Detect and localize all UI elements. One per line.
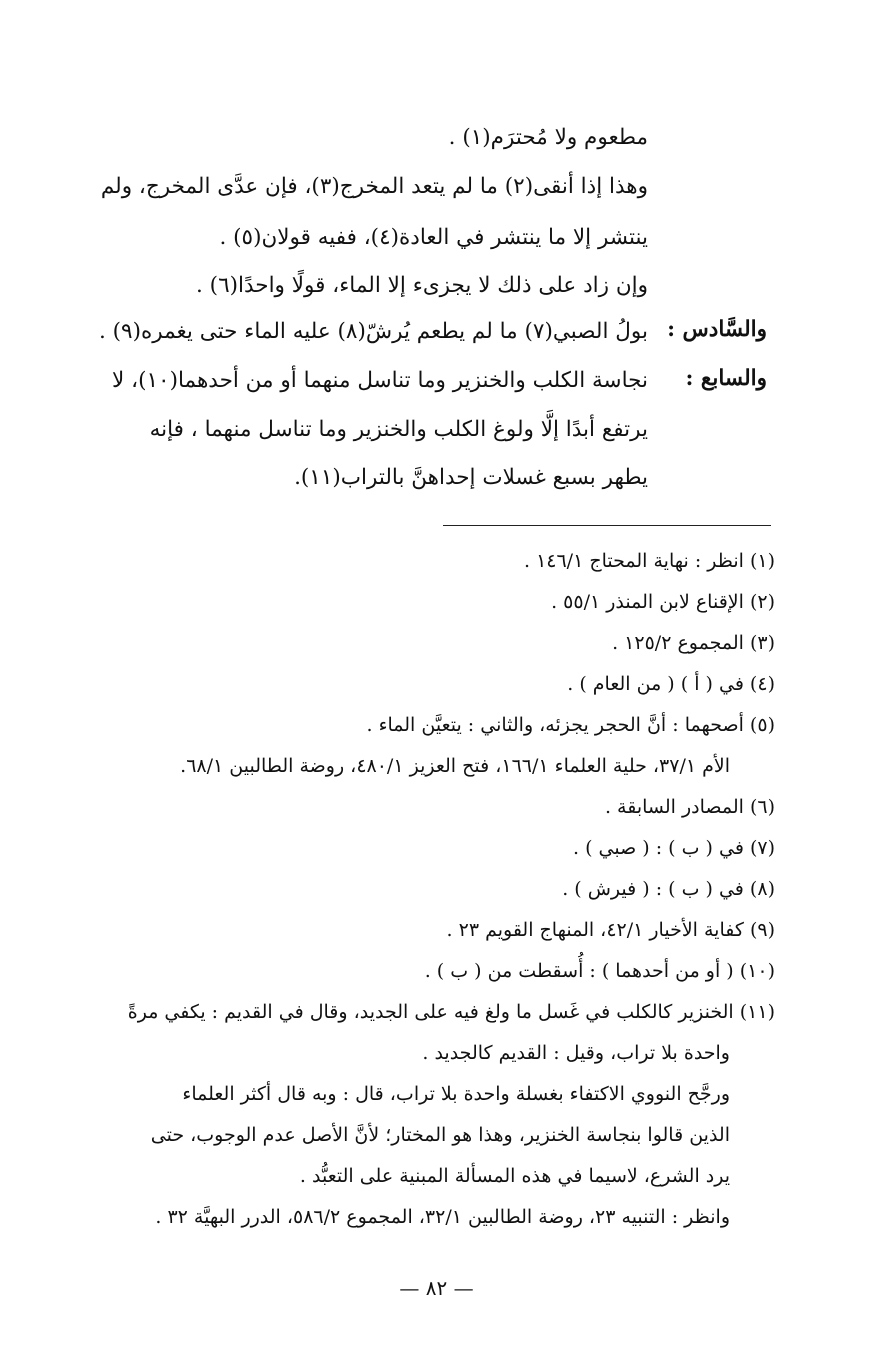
body-line-3: ينتشر إلا ما ينتشر في العادة(٤)، ففيه قولان(٥) . (219, 225, 648, 250)
footnote-8: (٨) في ( ب ) : ( فيرش ) . (562, 878, 775, 900)
footnote-5: (٥) أصحهما : أنَّ الحجر يجزئه، والثاني : يتعيَّن الماء . (366, 714, 775, 736)
footnote-11-line-2: واحدة بلا تراب، وقيل : القديم كالجديد . (422, 1042, 730, 1064)
footnote-separator (443, 525, 771, 526)
footnote-11-line-5: يرد الشرع، لاسيما في هذه المسألة المبنية على التعبُّد . (299, 1165, 730, 1187)
footnote-5-sources: الأم ٣٧/١، حلية العلماء ١٦٦/١، فتح العزيز ٤٨٠/١، روضة الطالبين ٦٨/١. (180, 755, 730, 777)
item-seventh-line-3: يطهر بسبع غسلات إحداهنَّ بالتراب(١١). (294, 465, 648, 490)
footnote-10: (١٠) ( أو من أحدهما ) : أُسقطت من ( ب ) . (424, 960, 775, 982)
page-number: — ٨٢ — (399, 1276, 474, 1300)
footnote-11: (١١) الخنزير كالكلب في غَسل ما ولغ فيه على الجديد، وقال في القديم : يكفي مرةً (127, 1001, 775, 1023)
item-sixth-text: بولُ الصبي(٧) ما لم يطعم يُرشّ(٨) عليه الماء حتى يغمره(٩) . (98, 319, 648, 344)
item-sixth-label: والسَّادس : (667, 317, 767, 342)
footnote-1: (١) انظر : نهاية المحتاج ١٤٦/١ . (523, 550, 775, 572)
footnote-3: (٣) المجموع ١٢٥/٢ . (612, 632, 775, 654)
footnote-11-line-6: وانظر : التنبيه ٢٣، روضة الطالبين ٣٢/١، المجموع ٥٨٦/٢، الدرر البهيَّة ٣٢ . (155, 1206, 730, 1228)
footnote-7: (٧) في ( ب ) : ( صبي ) . (572, 837, 775, 859)
footnote-6: (٦) المصادر السابقة . (604, 796, 775, 818)
body-line-2: وهذا إذا أنقى(٢) ما لم يتعد المخرج(٣)، فإن عدَّى المخرج، ولم (100, 174, 648, 199)
body-line-1: مطعوم ولا مُحترَم(١) . (448, 125, 648, 150)
footnote-4: (٤) في ( أ ) ( من العام ) . (567, 673, 775, 695)
item-seventh-line-1: نجاسة الكلب والخنزير وما تناسل منهما أو من أحدهما(١٠)، لا (112, 368, 648, 393)
footnote-2: (٢) الإقناع لابن المنذر ٥٥/١ . (551, 591, 775, 613)
footnote-11-line-4: الذين قالوا بنجاسة الخنزير، وهذا هو المختار؛ لأنَّ الأصل عدم الوجوب، حتى (150, 1124, 730, 1146)
item-seventh-line-2: يرتفع أبدًا إلَّا ولوغ الكلب والخنزير وما تناسل منهما ، فإنه (149, 417, 648, 442)
item-seventh-label: والسابع : (685, 366, 767, 391)
body-line-4: وإن زاد على ذلك لا يجزىء إلا الماء، قولًا واحدًا(٦) . (196, 273, 648, 298)
footnote-9: (٩) كفاية الأخيار ٤٢/١، المنهاج القويم ٢٣ . (446, 919, 775, 941)
footnote-11-line-3: ورجَّح النووي الاكتفاء بغسلة واحدة بلا تراب، قال : وبه قال أكثر العلماء (182, 1083, 730, 1105)
